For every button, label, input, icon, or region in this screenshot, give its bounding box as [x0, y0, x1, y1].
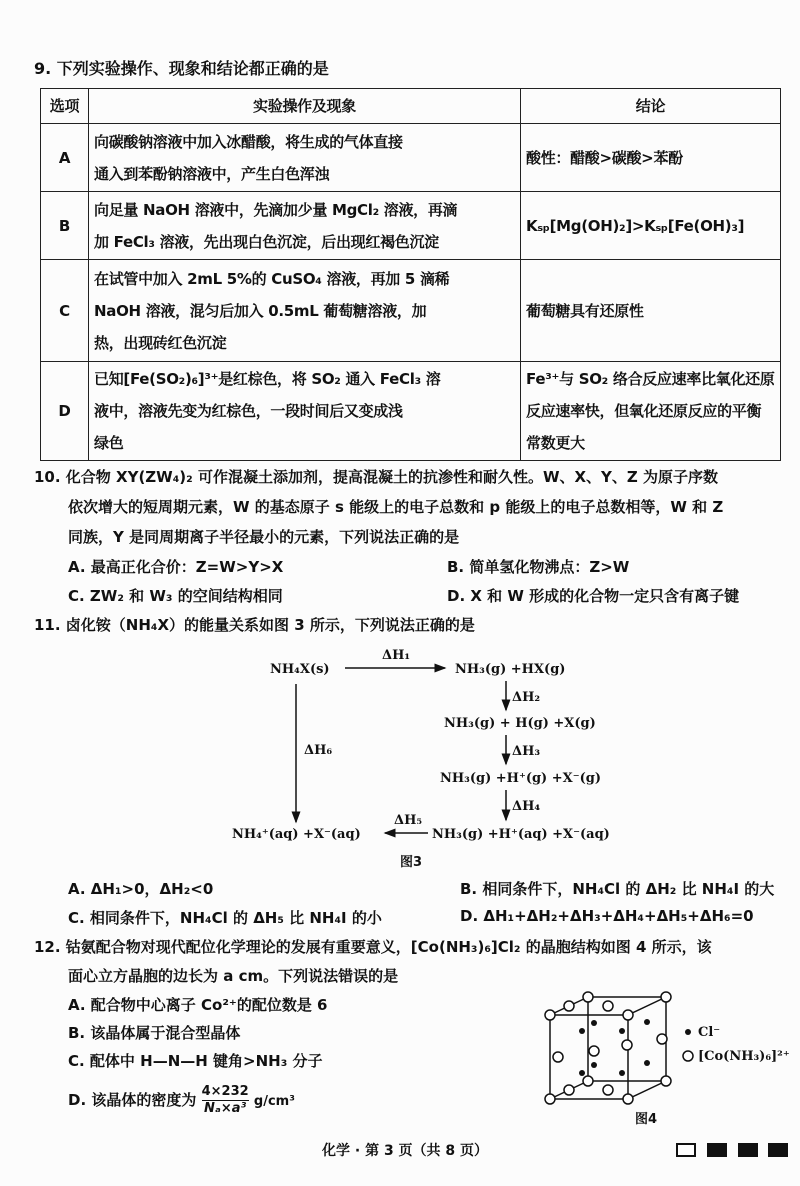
cell-line: 反应速率快，但氧化还原反应的平衡: [526, 402, 762, 420]
option-label: D: [41, 362, 89, 461]
cell-line: 在试管中加入 2mL 5%的 CuSO₄ 溶液，再加 5 滴稀: [94, 269, 450, 288]
fraction-denominator: Nₐ×a³: [204, 1101, 247, 1116]
option-d-text: D. 该晶体的密度为: [68, 1091, 197, 1109]
figure3-caption: 图3: [400, 855, 423, 870]
q10-stem-1: 10. 化合物 XY(ZW₄)₂ 可作混凝土添加剂，提高混凝土的抗渗性和耐久性。W、X、Y、Z 为原子序数: [34, 468, 719, 486]
ops-cell: [89, 192, 521, 260]
species-s4: NH₃(g) +H⁺(aq) +X⁻(aq): [432, 827, 610, 842]
crystal-cell-figure: [540, 985, 790, 1135]
option-label: A: [41, 124, 89, 192]
species-end: NH₄⁺(aq) +X⁻(aq): [232, 827, 361, 842]
cell-line: 液中，溶液先变为红棕色，一段时间后又变成浅: [94, 402, 403, 420]
option-label: B: [41, 192, 89, 260]
cell-line: 通入到苯酚钠溶液中，产生白色浑浊: [94, 164, 330, 183]
figure4-caption: 图4: [635, 1112, 658, 1127]
cell-line: 向足量 NaOH 溶液中，先滴加少量 MgCl₂ 溶液，再滴: [94, 200, 458, 219]
q12-option-c: C. 配体中 H—N—H 键角>NH₃ 分子: [68, 1052, 323, 1070]
legend-dot-icon: [685, 1029, 691, 1035]
density-unit: g/cm³: [253, 1094, 295, 1109]
cell-line: 常数更大: [526, 434, 585, 452]
fraction-numerator: 4×232: [201, 1084, 249, 1099]
header-conclusion: 结论: [521, 89, 781, 124]
legend-cl: Cl⁻: [698, 1025, 721, 1040]
ops-cell: [89, 124, 521, 192]
cell-line: NaOH 溶液，混匀后加入 0.5mL 葡萄糖溶液，加: [94, 301, 427, 320]
species-start: NH₄X(s): [270, 662, 330, 677]
table-row: [41, 362, 781, 461]
conclusion-cell: 酸性：醋酸>碳酸>苯酚: [521, 124, 781, 192]
table-row: [41, 260, 781, 362]
q9-stem: 9. 下列实验操作、现象和结论都正确的是: [34, 59, 329, 78]
q10-option-b: B. 简单氢化物沸点：Z>W: [447, 558, 630, 576]
q11-option-a: A. ΔH₁>0，ΔH₂<0: [68, 880, 214, 898]
cell-line: 绿色: [94, 434, 124, 452]
q11-option-c: C. 相同条件下，NH₄Cl 的 ΔH₅ 比 NH₄I 的小: [68, 909, 382, 927]
cube-edges: [550, 997, 666, 1099]
cell-line: 向碳酸钠溶液中加入冰醋酸，将生成的气体直接: [94, 132, 403, 151]
energy-diagram: [0, 640, 800, 875]
q12-stem-2: 面心立方晶胞的边长为 a cm。下列说法错误的是: [68, 967, 399, 985]
conclusion-cell: Kₛₚ[Mg(OH)₂]>Kₛₚ[Fe(OH)₃]: [521, 192, 781, 260]
label-dh4: ΔH₄: [512, 799, 541, 814]
cell-line: 加 FeCl₃ 溶液，先出现白色沉淀，后出现红褐色沉淀: [94, 232, 439, 251]
legend-complex: [Co(NH₃)₆]²⁺: [698, 1049, 790, 1064]
q10-stem-3: 同族，Y 是同周期离子半径最小的元素，下列说法正确的是: [68, 528, 460, 546]
ops-cell: [89, 260, 521, 362]
cell-line: Fe³⁺与 SO₂ 络合反应速率比氧化还原: [526, 370, 775, 388]
cell-line: 热，出现砖红色沉淀: [94, 333, 227, 352]
option-label: C: [41, 260, 89, 362]
q12-option-b: B. 该晶体属于混合型晶体: [68, 1024, 241, 1042]
conclusion-cell: [521, 362, 781, 461]
species-s2: NH₃(g) + H(g) +X(g): [444, 716, 596, 731]
species-s1: NH₃(g) +HX(g): [455, 662, 566, 677]
label-dh3: ΔH₃: [512, 744, 541, 759]
table-header: [41, 89, 781, 124]
marker-square: [707, 1143, 727, 1157]
legend-circle-icon: [683, 1051, 693, 1061]
q10-option-d: D. X 和 W 形成的化合物一定只含有离子键: [447, 587, 740, 605]
q11-option-d: D. ΔH₁+ΔH₂+ΔH₃+ΔH₄+ΔH₅+ΔH₆=0: [460, 907, 754, 925]
ops-cell: [89, 362, 521, 461]
marker-square-empty: [676, 1143, 696, 1157]
label-dh6: ΔH₆: [304, 743, 333, 758]
label-dh2: ΔH₂: [512, 690, 541, 705]
conclusion-cell: 葡萄糖具有还原性: [521, 260, 781, 362]
label-dh1: ΔH₁: [382, 648, 411, 663]
header-option: 选项: [41, 89, 89, 124]
q10-option-a: A. 最高正化合价：Z=W>Y>X: [68, 558, 284, 576]
q11-stem: 11. 卤化铵（NH₄X）的能量关系如图 3 所示，下列说法正确的是: [34, 616, 475, 634]
q12-option-a: A. 配合物中心离子 Co²⁺的配位数是 6: [68, 996, 328, 1014]
q11-option-b: B. 相同条件下，NH₄Cl 的 ΔH₂ 比 NH₄I 的大: [460, 880, 775, 898]
marker-square: [768, 1143, 788, 1157]
density-fraction: [202, 1084, 249, 1117]
q12-option-d: [68, 1084, 295, 1117]
label-dh5: ΔH₅: [394, 813, 423, 828]
table-row: [41, 192, 781, 260]
cell-line: 已知[Fe(SO₂)₆]³⁺是红棕色，将 SO₂ 通入 FeCl₃ 溶: [94, 370, 441, 388]
marker-square: [738, 1143, 758, 1157]
species-s3: NH₃(g) +H⁺(g) +X⁻(g): [440, 771, 601, 786]
q10-option-c: C. ZW₂ 和 W₃ 的空间结构相同: [68, 587, 283, 605]
q10-stem-2: 依次增大的短周期元素，W 的基态原子 s 能级上的电子总数和 p 能级上的电子总数相等，W 和 Z: [68, 498, 724, 516]
table-row: [41, 124, 781, 192]
q9-table: [40, 88, 781, 461]
q12-stem-1: 12. 钴氨配合物对现代配位化学理论的发展有重要意义，[Co(NH₃)₆]Cl₂ 的晶胞结构如图 4 所示，该: [34, 938, 712, 956]
header-ops: 实验操作及现象: [89, 89, 521, 124]
page-footer: 化学 · 第 3 页（共 8 页）: [322, 1143, 489, 1159]
